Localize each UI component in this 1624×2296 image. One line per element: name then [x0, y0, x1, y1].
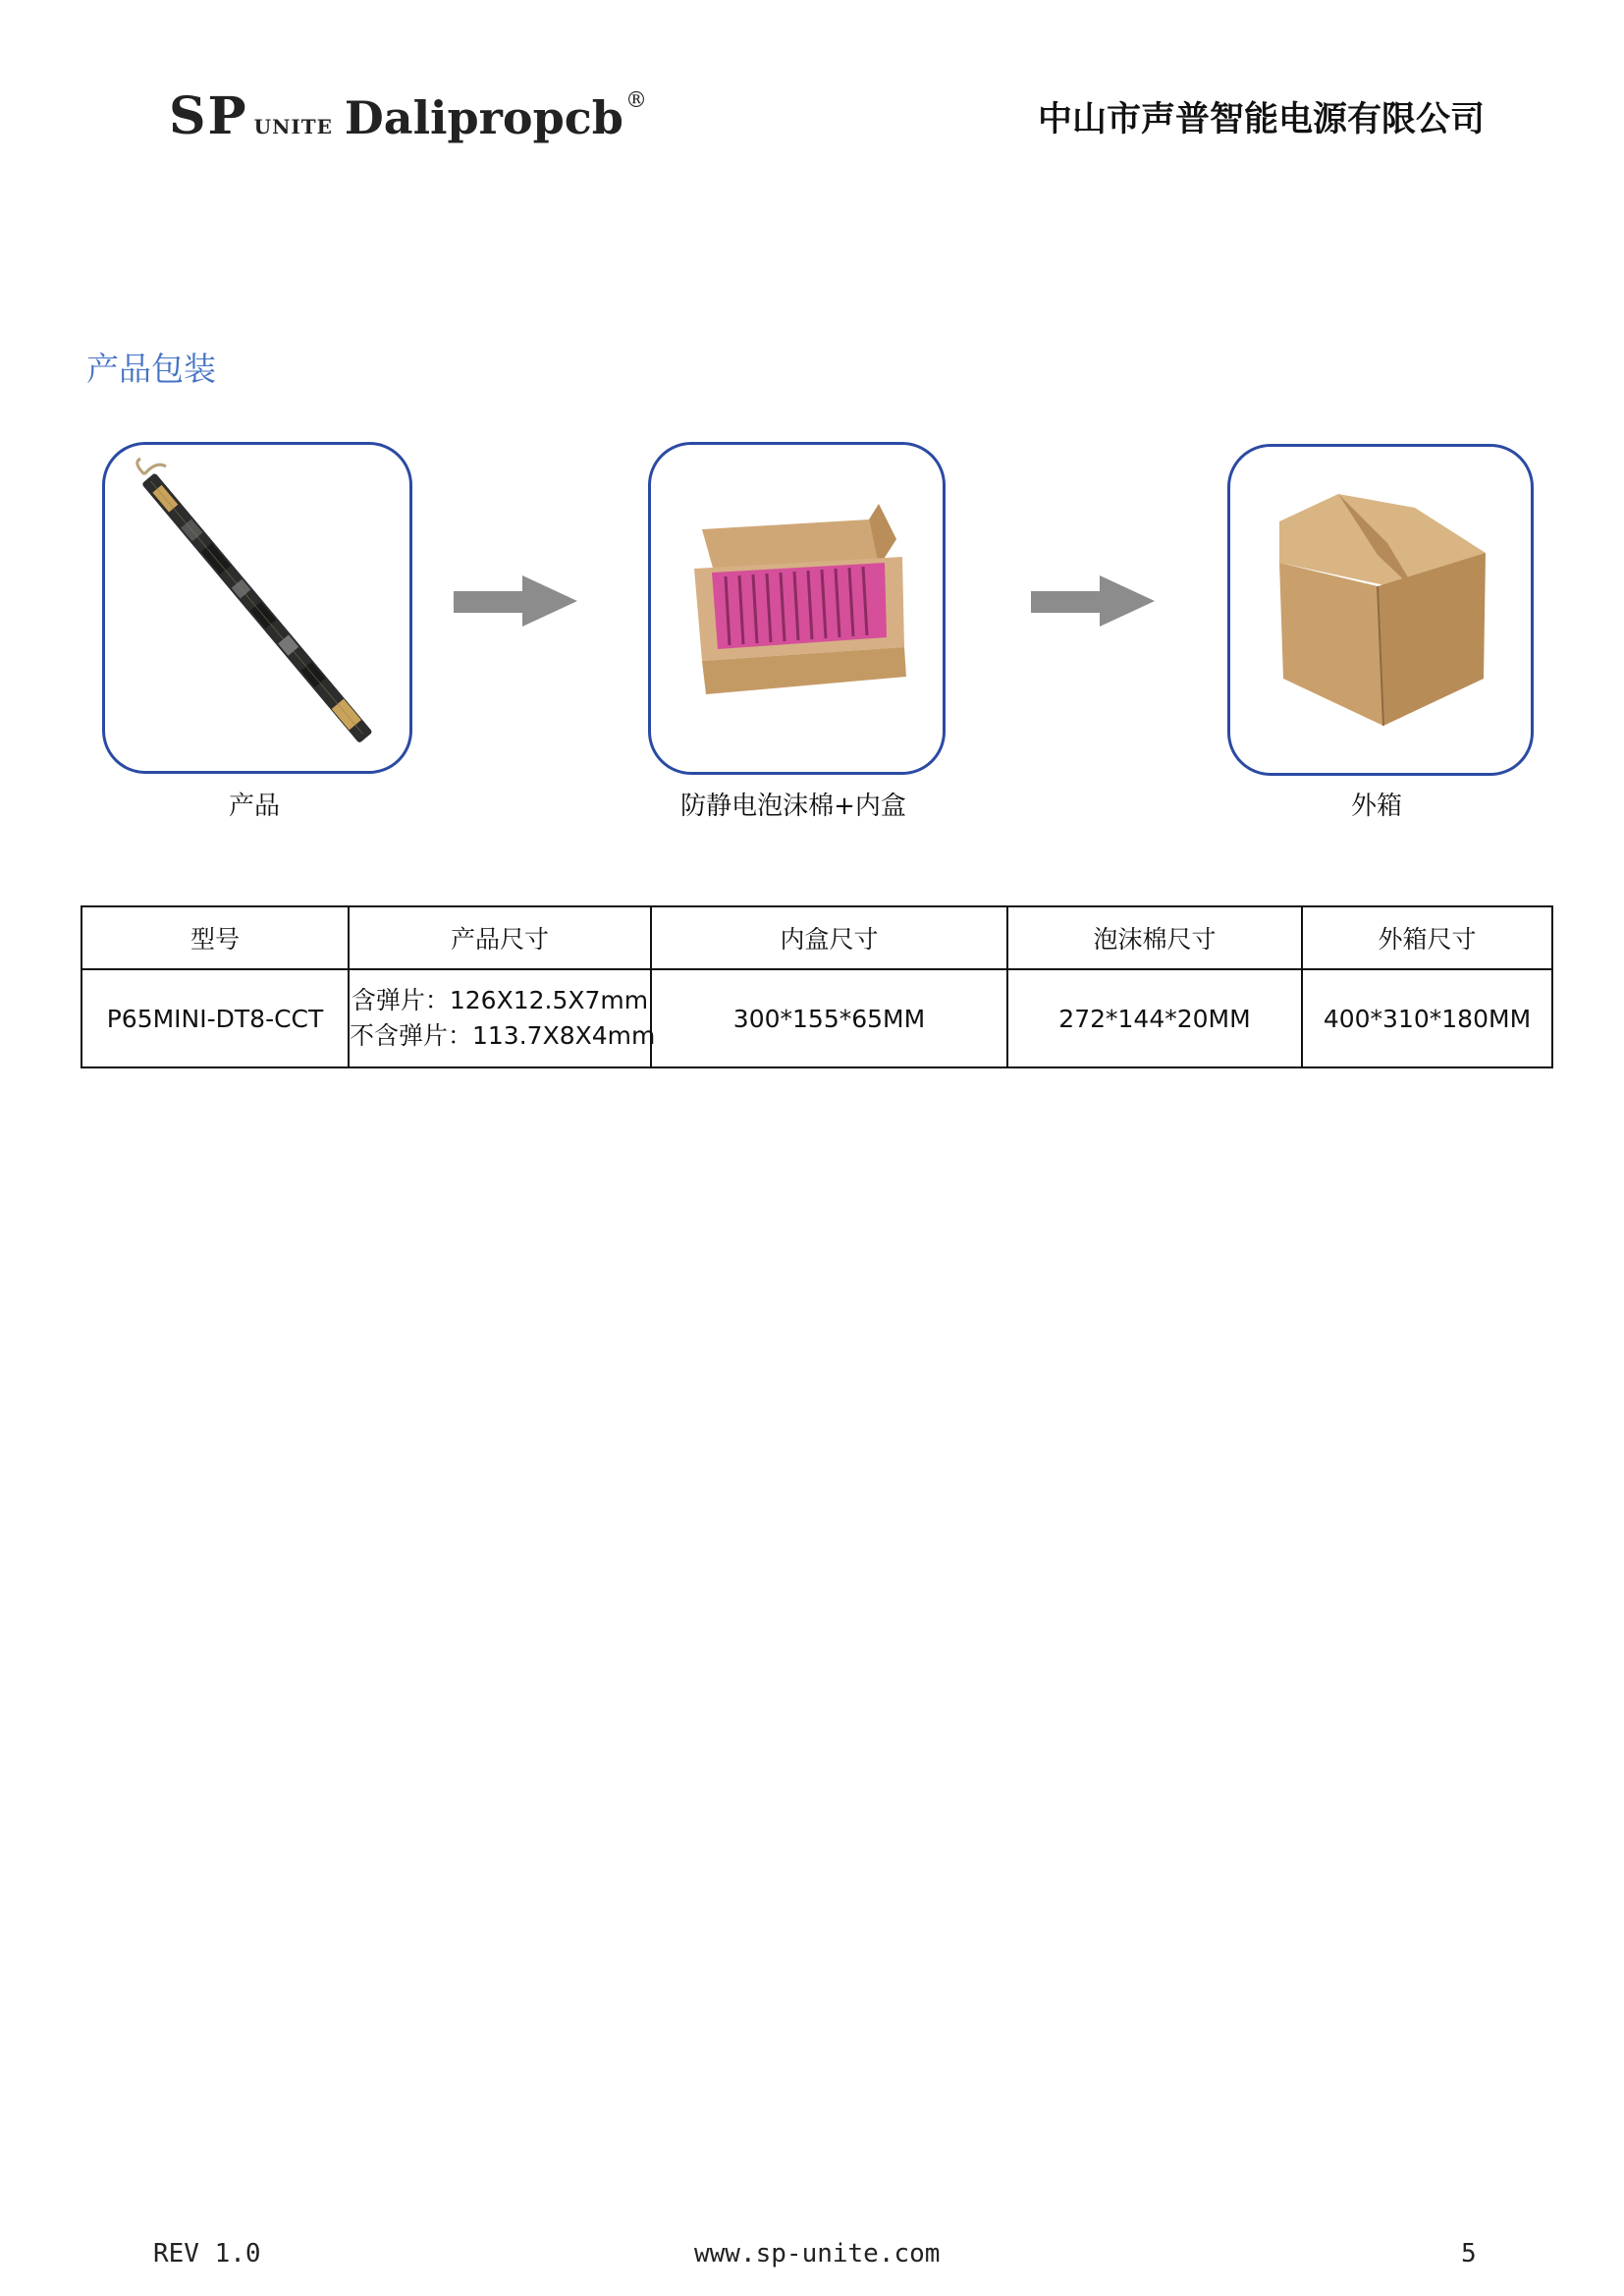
cell-model: P65MINI-DT8-CCT	[81, 969, 349, 1067]
revision-label: REV 1.0	[153, 2239, 261, 2269]
product-image-frame	[102, 442, 412, 774]
outer-carton-image	[1230, 447, 1531, 773]
arrow-right-icon	[1031, 572, 1159, 630]
page-number: 5	[1461, 2239, 1477, 2269]
logo-brand: Dalipropcb	[344, 91, 623, 144]
company-name: 中山市声普智能电源有限公司	[1037, 100, 1485, 139]
header-product-size: 产品尺寸	[349, 906, 651, 969]
size-with-clip: 含弹片：126X12.5X7mm	[351, 986, 649, 1014]
brand-logo	[169, 86, 647, 155]
registered-mark: ®	[624, 88, 647, 113]
logo-sp: SP	[169, 86, 248, 146]
product-pcb-image	[105, 445, 409, 771]
outer-carton-image-frame	[1227, 444, 1534, 776]
caption-inner-box: 防静电泡沫棉+内盒	[680, 792, 906, 821]
cell-product-size	[349, 969, 656, 1067]
header-foam-size: 泡沫棉尺寸	[1007, 906, 1302, 969]
inner-box-image	[651, 445, 943, 772]
logo-unite: UNITE	[253, 115, 333, 138]
packaging-spec-table	[81, 905, 1553, 1068]
caption-outer-carton: 外箱	[1350, 792, 1402, 821]
cell-foam-size: 272*144*20MM	[1007, 969, 1302, 1067]
size-without-clip: 不含弹片：113.7X8X4mm	[350, 1021, 656, 1050]
section-title: 产品包装	[86, 350, 216, 388]
header-model: 型号	[81, 906, 349, 969]
caption-product: 产品	[228, 792, 280, 821]
arrow-right-icon	[454, 572, 581, 630]
table-header-row	[81, 906, 1552, 969]
header-inner-box-size: 内盒尺寸	[651, 906, 1007, 969]
cell-outer-box-size: 400*310*180MM	[1302, 969, 1552, 1067]
inner-box-image-frame	[648, 442, 946, 775]
cell-inner-box-size: 300*155*65MM	[651, 969, 1007, 1067]
header-outer-box-size: 外箱尺寸	[1302, 906, 1552, 969]
website-link[interactable]: www.sp-unite.com	[694, 2239, 941, 2269]
table-row	[81, 969, 1552, 1067]
